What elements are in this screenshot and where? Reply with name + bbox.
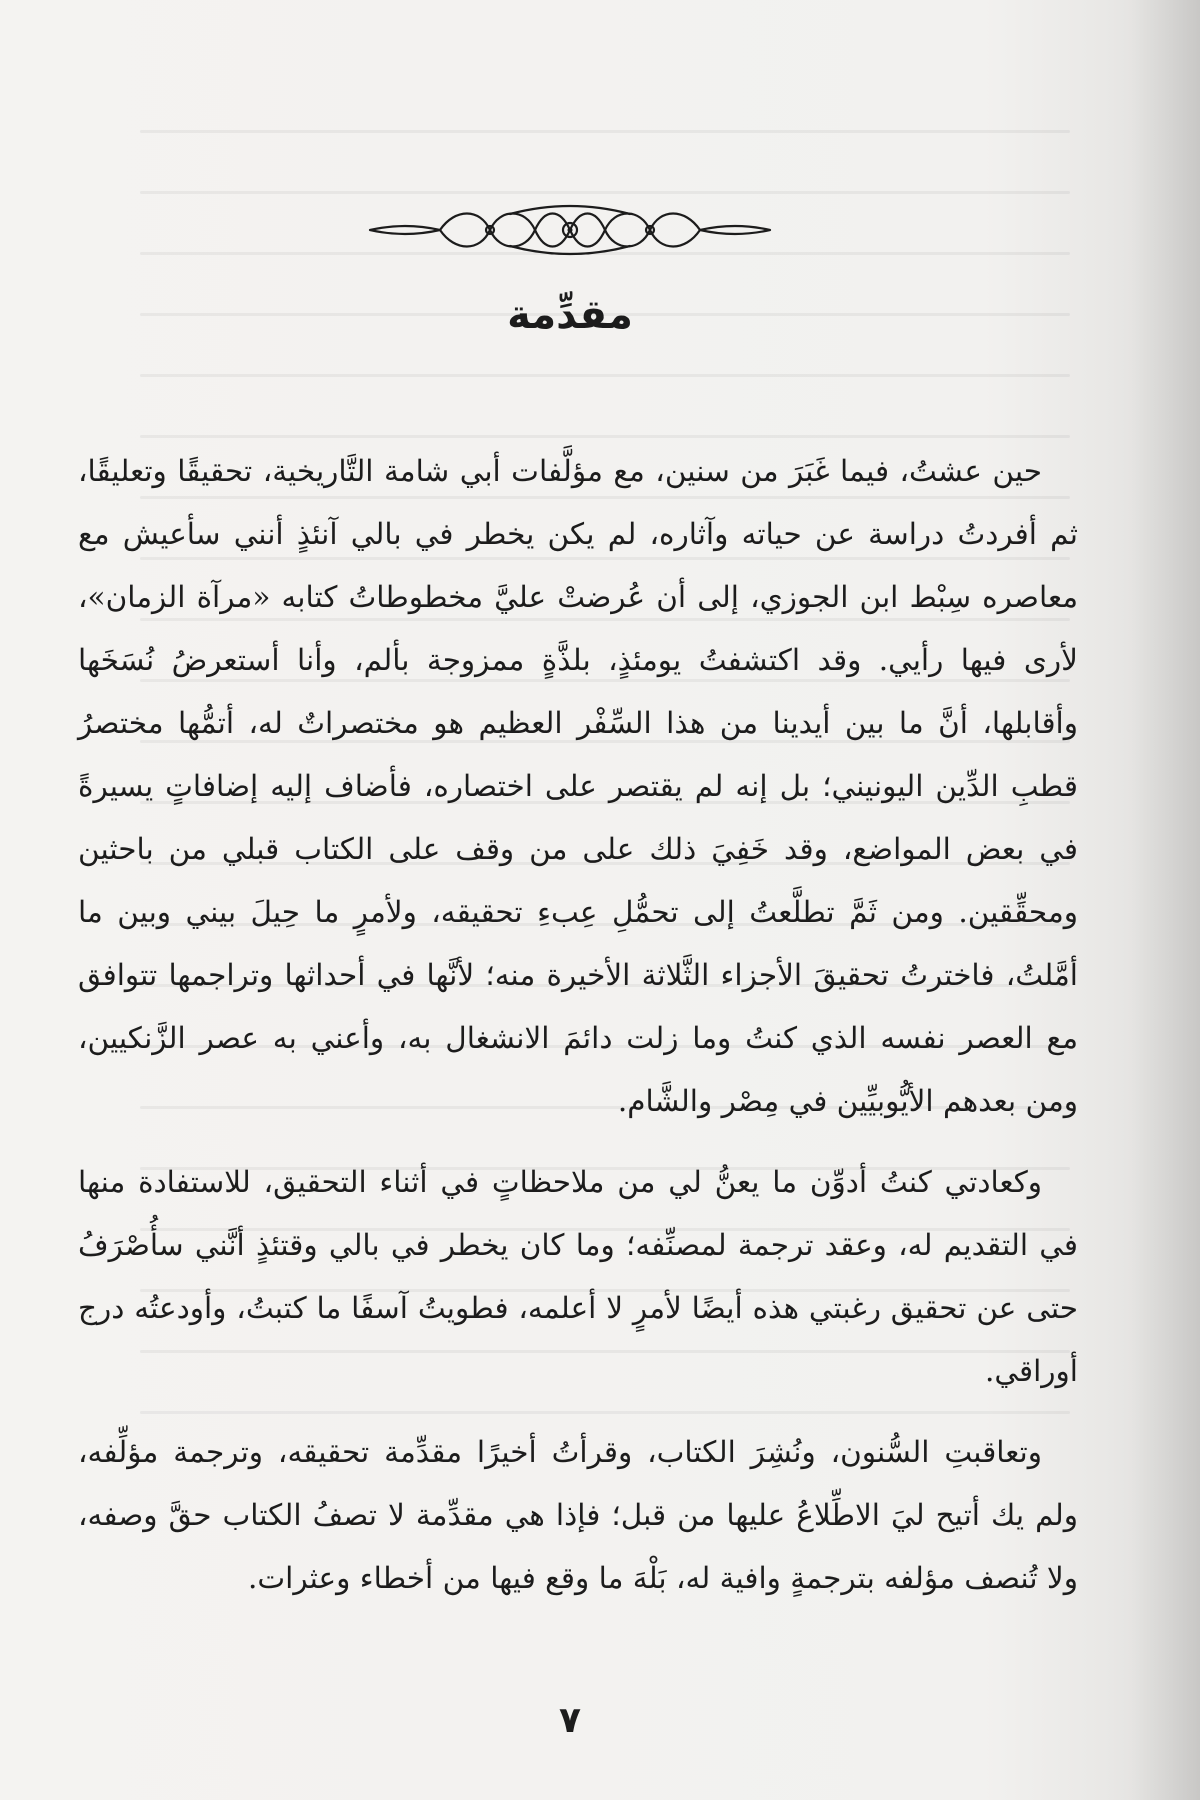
paragraph: وكعادتي كنتُ أدوِّن ما يعنُّ لي من ملاحظاتٍ في أثناء التحقيق، للاستفادة منها في التقديم له، وعقد ترجمة لمصنِّفه؛ وما كان يخطر في بالي وقتئذٍ أنَّني سأُصْرَفُ حتى عن تحقيق رغبتي هذه أيضًا لأمرٍ لا أعلمه، فطويتُ آسفًا ما كتبتُ، وأودعتُه درج أوراقي. — [78, 1165, 1078, 1388]
page-title: مقدِّمة — [507, 292, 633, 338]
paragraph: وتعاقبتِ السُّنون، ونُشِرَ الكتاب، وقرأتُ أخيرًا مقدِّمة تحقيقه، وترجمة مؤلِّفه، ولم يك أتيح ليَ الاطِّلاعُ عليها من قبل؛ فإذا هي مقدِّمة لا تصفُ الكتاب حقَّ وصفه، ولا تُنصف مؤلفه بترجمةٍ وافية له، بَلْهَ ما وقع فيها من أخطاء وعثرات. — [78, 1435, 1078, 1595]
page-number: ٧ — [559, 1700, 581, 1741]
ornament-divider — [360, 200, 780, 260]
body-text — [78, 440, 1078, 1628]
paragraph: حين عشتُ، فيما غَبَرَ من سنين، مع مؤلَّفات أبي شامة التَّاريخية، تحقيقًا وتعليقًا، ثم أفردتُ دراسة عن حياته وآثاره، لم يكن يخطر في بالي آنئذٍ أنني سأعيش مع معاصره سِبْط ابن الجوزي، إلى أن عُرضتْ عليَّ مخطوطاتُ كتابه «مرآة الزمان»، لأرى فيها رأيي. وقد اكتشفتُ يومئذٍ، بلذَّةٍ ممزوجة بألم، وأنا أستعرضُ نُسَخَها وأقابلها، أنَّ ما بين أيدينا من هذا السِّفْر العظيم هو مختصراتٌ له، أتمُّها مختصرُ قطبِ الدِّين اليونيني؛ بل إنه لم يقتصر على اختصاره، فأضاف إليه إضافاتٍ يسيرةً في بعض المواضع، وقد خَفِيَ ذلك على من وقف على الكتاب قبلي من باحثين ومحقِّقين. ومن ثَمَّ تطلَّعتُ إلى تحمُّلِ عِبءِ تحقيقه، ولأمرٍ ما حِيلَ بيني وبين ما أمَّلتُ، فاخترتُ تحقيقَ الأجزاء الثَّلاثة الأخيرة منه؛ لأنَّها في أحداثها وتراجمها تتوافق مع العصر نفسه الذي كنتُ وما زلت دائمَ الانشغال به، وأعني به عصر الزَّنكيين، ومن بعدهم الأيُّوبيِّين في مِصْر والشَّام. — [78, 454, 1078, 1118]
spine-shadow — [1130, 0, 1200, 1800]
